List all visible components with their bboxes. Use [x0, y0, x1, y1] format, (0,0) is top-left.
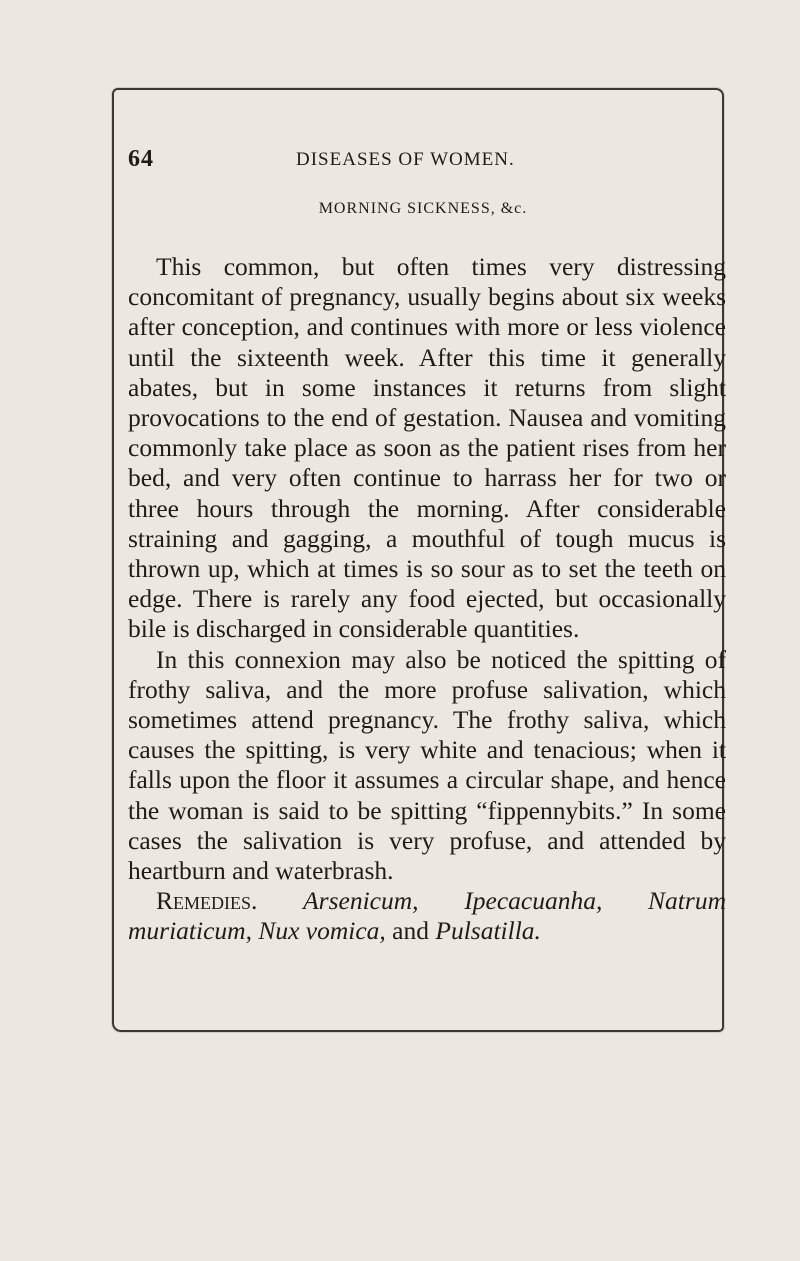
section-title: MORNING SICKNESS, &c.: [318, 200, 528, 217]
body-text: [128, 252, 726, 947]
running-head: DISEASES OF WOMEN.: [296, 149, 515, 170]
remedies-paragraph: [128, 886, 726, 946]
remedies-conjunction: and: [392, 916, 429, 946]
remedies-list: Arsenicum, Ipecacuanha, Natrum muriaticum, Nux vomica,: [128, 886, 726, 946]
page-number: 64: [128, 146, 154, 172]
remedies-last: Pulsatilla.: [435, 916, 541, 946]
paragraph-2: In this connexion may also be noticed the spitting of frothy saliva, and the more profuse salivation, which sometimes attend pregnancy. The frothy saliva, which causes the spitting, is very white and tenacious; when it falls upon the floor it assumes a circular shape, and hence the woman is said to be spitting “fippennybits.” In some cases the salivation is very profuse, and attended by heartburn and waterbrash.: [128, 644, 726, 886]
paragraph-1: This common, but often times very distressing concomitant of pregnancy, usually begins about six weeks after conception, and continues with more or less violence until the sixteenth week. After this time it generally abates, but in some instances it returns from slight provocations to the end of gestation. Nausea and vomiting commonly take place as soon as the patient rises from her bed, and very often continue to harrass her for two or three hours through the morning. After considerable straining and gagging, a mouthful of tough mucus is thrown up, which at times is so sour as to set the teeth on edge. There is rarely any food ejected, but occasionally bile is discharged in considerable quantities.: [128, 252, 726, 644]
remedies-label: Remedies.: [156, 886, 258, 916]
page-header: [128, 146, 718, 176]
